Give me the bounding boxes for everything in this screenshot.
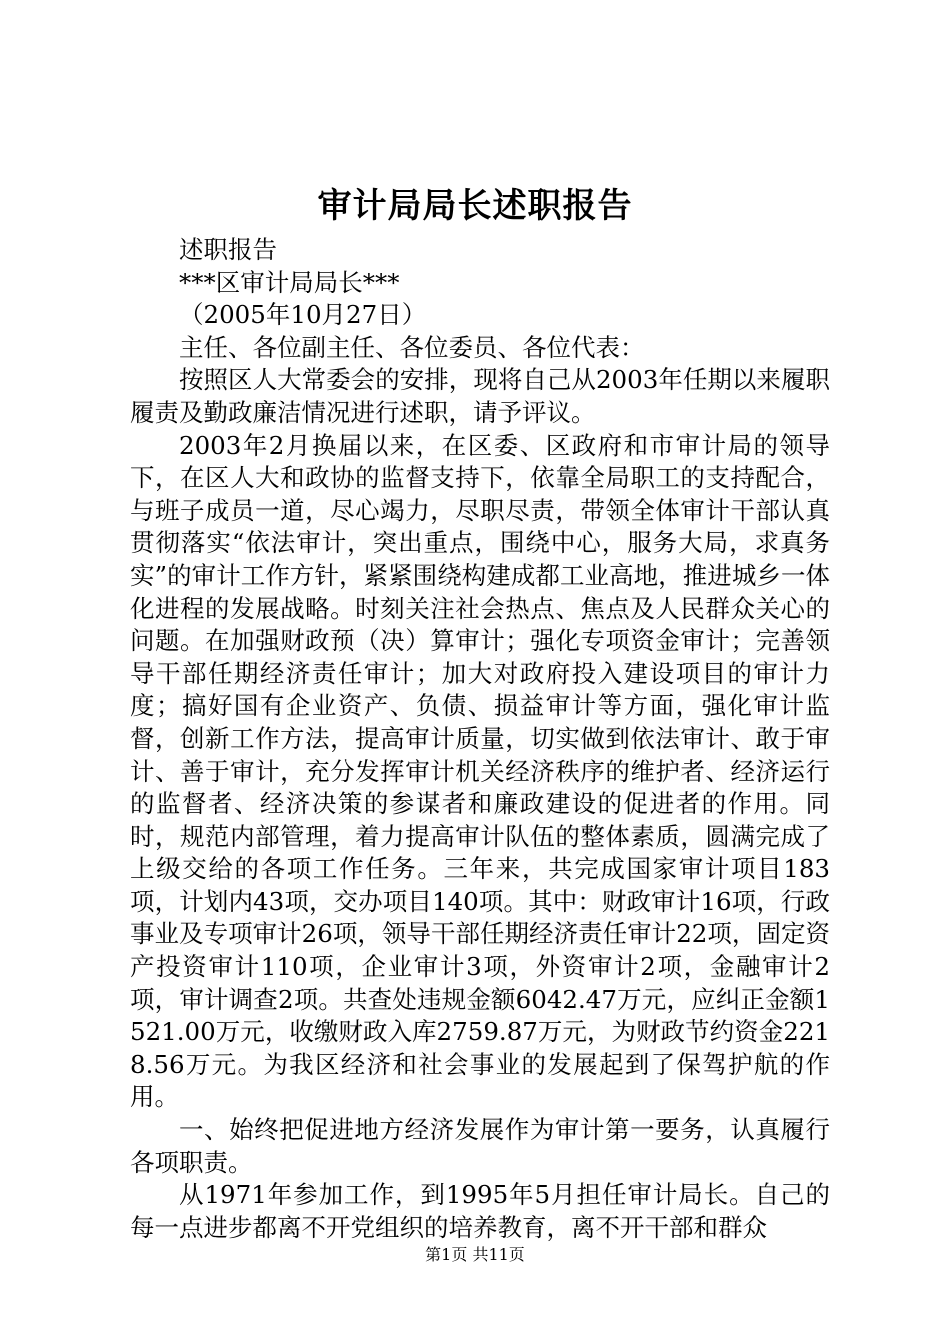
paragraph-section-heading: 一、始终把促进地方经济发展作为审计第一要务，认真履行各项职责。: [130, 1115, 830, 1177]
header-line-author: ***区审计局局长***: [179, 267, 400, 297]
paragraph-intro: 按照区人大常委会的安排，现将自己从2003年任期以来履职履责及勤政廉洁情况进行述职，请予评议。: [130, 365, 830, 427]
document-body: [130, 234, 830, 1244]
header-line-report: 述职报告: [179, 235, 277, 264]
document-title: 审计局局长述职报告: [317, 186, 633, 226]
paragraph-summary: 2003年2月换届以来，在区委、区政府和市审计局的领导下，在区人大和政协的监督支持下，依靠全局职工的支持配合，与班子成员一道，尽心竭力，尽职尽责，带领全体审计干部认真贯彻落实“依法审计，突出重点，围绕中心，服务大局，求真务实”的审计工作方针，紧紧围绕构建成都工业高地，推进城乡一体化进程的发展战略。时刻关注社会热点、焦点及人民群众关心的问题。在加强财政预（决）算审计；强化专项资金审计；完善领导干部任期经济责任审计；加大对政府投入建设项目的审计力度；搞好国有企业资产、负债、损益审计等方面，强化审计监督，创新工作方法，提高审计质量，切实做到依法审计、敢于审计、善于审计，充分发挥审计机关经济秩序的维护者、经济运行的监督者、经济决策的参谋者和廉政建设的促进者的作用。同时，规范内部管理，着力提高审计队伍的整体素质，圆满完成了上级交给的各项工作任务。三年来，共完成国家审计项目183项，计划内43项，交办项目140项。其中：财政审计16项，行政事业及专项审计26项，领导干部任期经济责任审计22项，固定资产投资审计110项，企业审计3项，外资审计2项，金融审计2项，审计调查2项。共查处违规金额6042.47万元，应纠正金额1521.00万元，收缴财政入库2759.87万元，为财政节约资金2218.56万元。为我区经济和社会事业的发展起到了保驾护航的作用。: [130, 430, 830, 1112]
page-footer: 第1页 共11页: [425, 1245, 525, 1264]
paragraph-career: 从1971年参加工作，到1995年5月担任审计局长。自己的每一点进步都离不开党组织的培养教育，离不开干部和群众: [130, 1180, 830, 1242]
header-line-date: （2005年10月27日）: [179, 300, 427, 330]
header-line-salutation: 主任、各位副主任、各位委员、各位代表：: [179, 332, 645, 362]
